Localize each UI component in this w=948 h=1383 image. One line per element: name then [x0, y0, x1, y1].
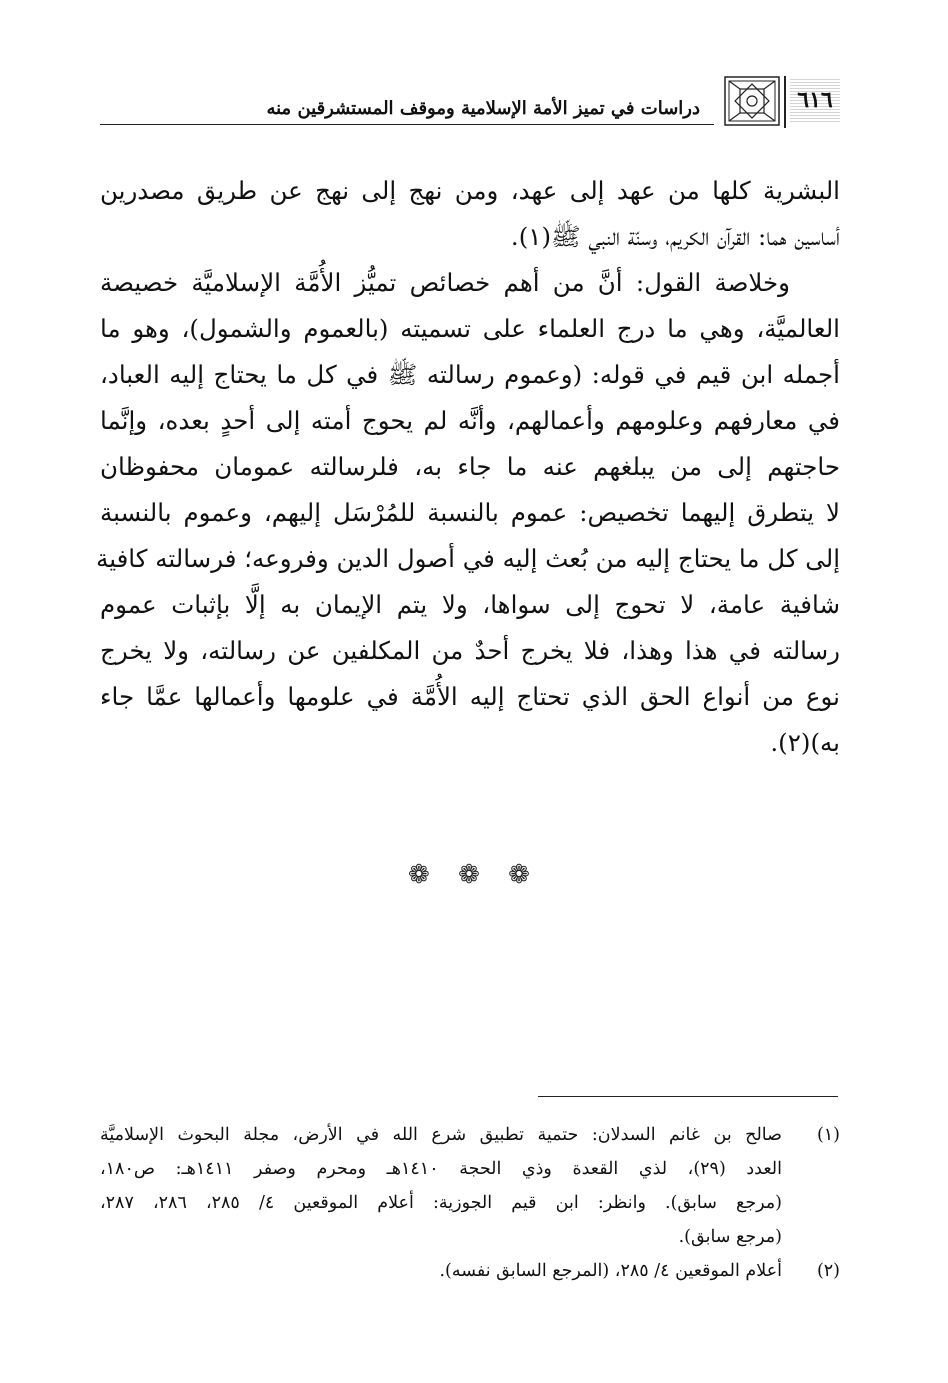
text-line: حاجتهم إلى من يبلغهم عنه ما جاء به، فلرسالته عمومان محفوظان: [100, 452, 840, 481]
body-text: [96, 168, 840, 766]
footnotes: [100, 1118, 840, 1288]
text-line: العالميَّة، وهي ما درج العلماء على تسميته (بالعموم والشمول)، وهو ما: [100, 314, 840, 343]
running-title: دراسات في تميز الأمة الإسلامية وموقف المستشرقين منه: [266, 98, 700, 119]
text-line: به)(٢).: [770, 728, 840, 757]
text-line: رسالته في هذا وهذا، فلا يخرج أحدٌ من المكلفين عن رسالته، ولا يخرج: [100, 636, 840, 665]
text-line: نوع من أنواع الحق الذي تحتاج إليه الأُمَّة في علومها وأعمالها عمَّا جاء: [100, 682, 840, 711]
text-line: شافية عامة، لا تحوج إلى سواها، ولا يتم الإيمان به إلَّا بإثبات عموم: [100, 590, 840, 619]
footnote-number: (١): [816, 1125, 840, 1145]
geometric-star-ornament-icon: [724, 76, 780, 126]
text-line: وخلاصة القول: أنَّ من أهم خصائص تميُّز الأُمَّة الإسلاميَّة خصيصة: [100, 268, 790, 297]
footnote-rule: [538, 1096, 838, 1097]
footnote-number: (٢): [816, 1261, 840, 1281]
header-divider: [784, 76, 786, 128]
text-line: أساسين هما: القرآن الكريم، وسنّة النبي ﷺ(١).: [510, 222, 840, 251]
text-line: في معارفهم وعلومهم وأعمالهم، وأنَّه لم يحوج أمته إلى أحدٍ بعده، وإنَّما: [100, 406, 840, 435]
text-line: لا يتطرق إليهما تخصيص: عموم بالنسبة للمُرْسَل إليهم، وعموم بالنسبة: [100, 498, 840, 527]
header-rule: [100, 124, 714, 125]
text-line: البشرية كلها من عهد إلى عهد، ومن نهج إلى نهج عن طريق مصدرين: [100, 176, 840, 205]
footnote-line: (مرجع سابق). وانظر: ابن قيم الجوزية: أعلام الموقعين ٤/ ٢٨٥، ٢٨٦، ٢٨٧،: [100, 1193, 782, 1213]
footnote: [100, 1254, 840, 1288]
footnote-line: صالح بن غانم السدلان: حتمية تطبيق شرع الله في الأرض، مجلة البحوث الإسلاميَّة: [100, 1125, 782, 1145]
page-header: [100, 70, 840, 132]
footnote-line: العدد (٢٩)، لذي القعدة وذي الحجة ١٤١٠هـ ومحرم وصفر ١٤١١هـ: ص١٨٠،: [100, 1159, 782, 1179]
text-line: إلى كل ما يحتاج إليه من بُعث إليه في أصول الدين وفروعه؛ فرسالته كافية: [96, 544, 840, 573]
footnote: [100, 1118, 840, 1254]
text-line: أجمله ابن قيم في قوله: (وعموم رسالته ﷺ في كل ما يحتاج إليه العباد،: [100, 360, 840, 389]
footnote-line: أعلام الموقعين ٤/ ٢٨٥، (المرجع السابق نفسه).: [439, 1261, 782, 1281]
page-number: ٦١٦: [790, 78, 840, 122]
section-separator: ❁ ❁ ❁: [408, 860, 540, 890]
footnote-line: (مرجع سابق).: [678, 1227, 782, 1247]
